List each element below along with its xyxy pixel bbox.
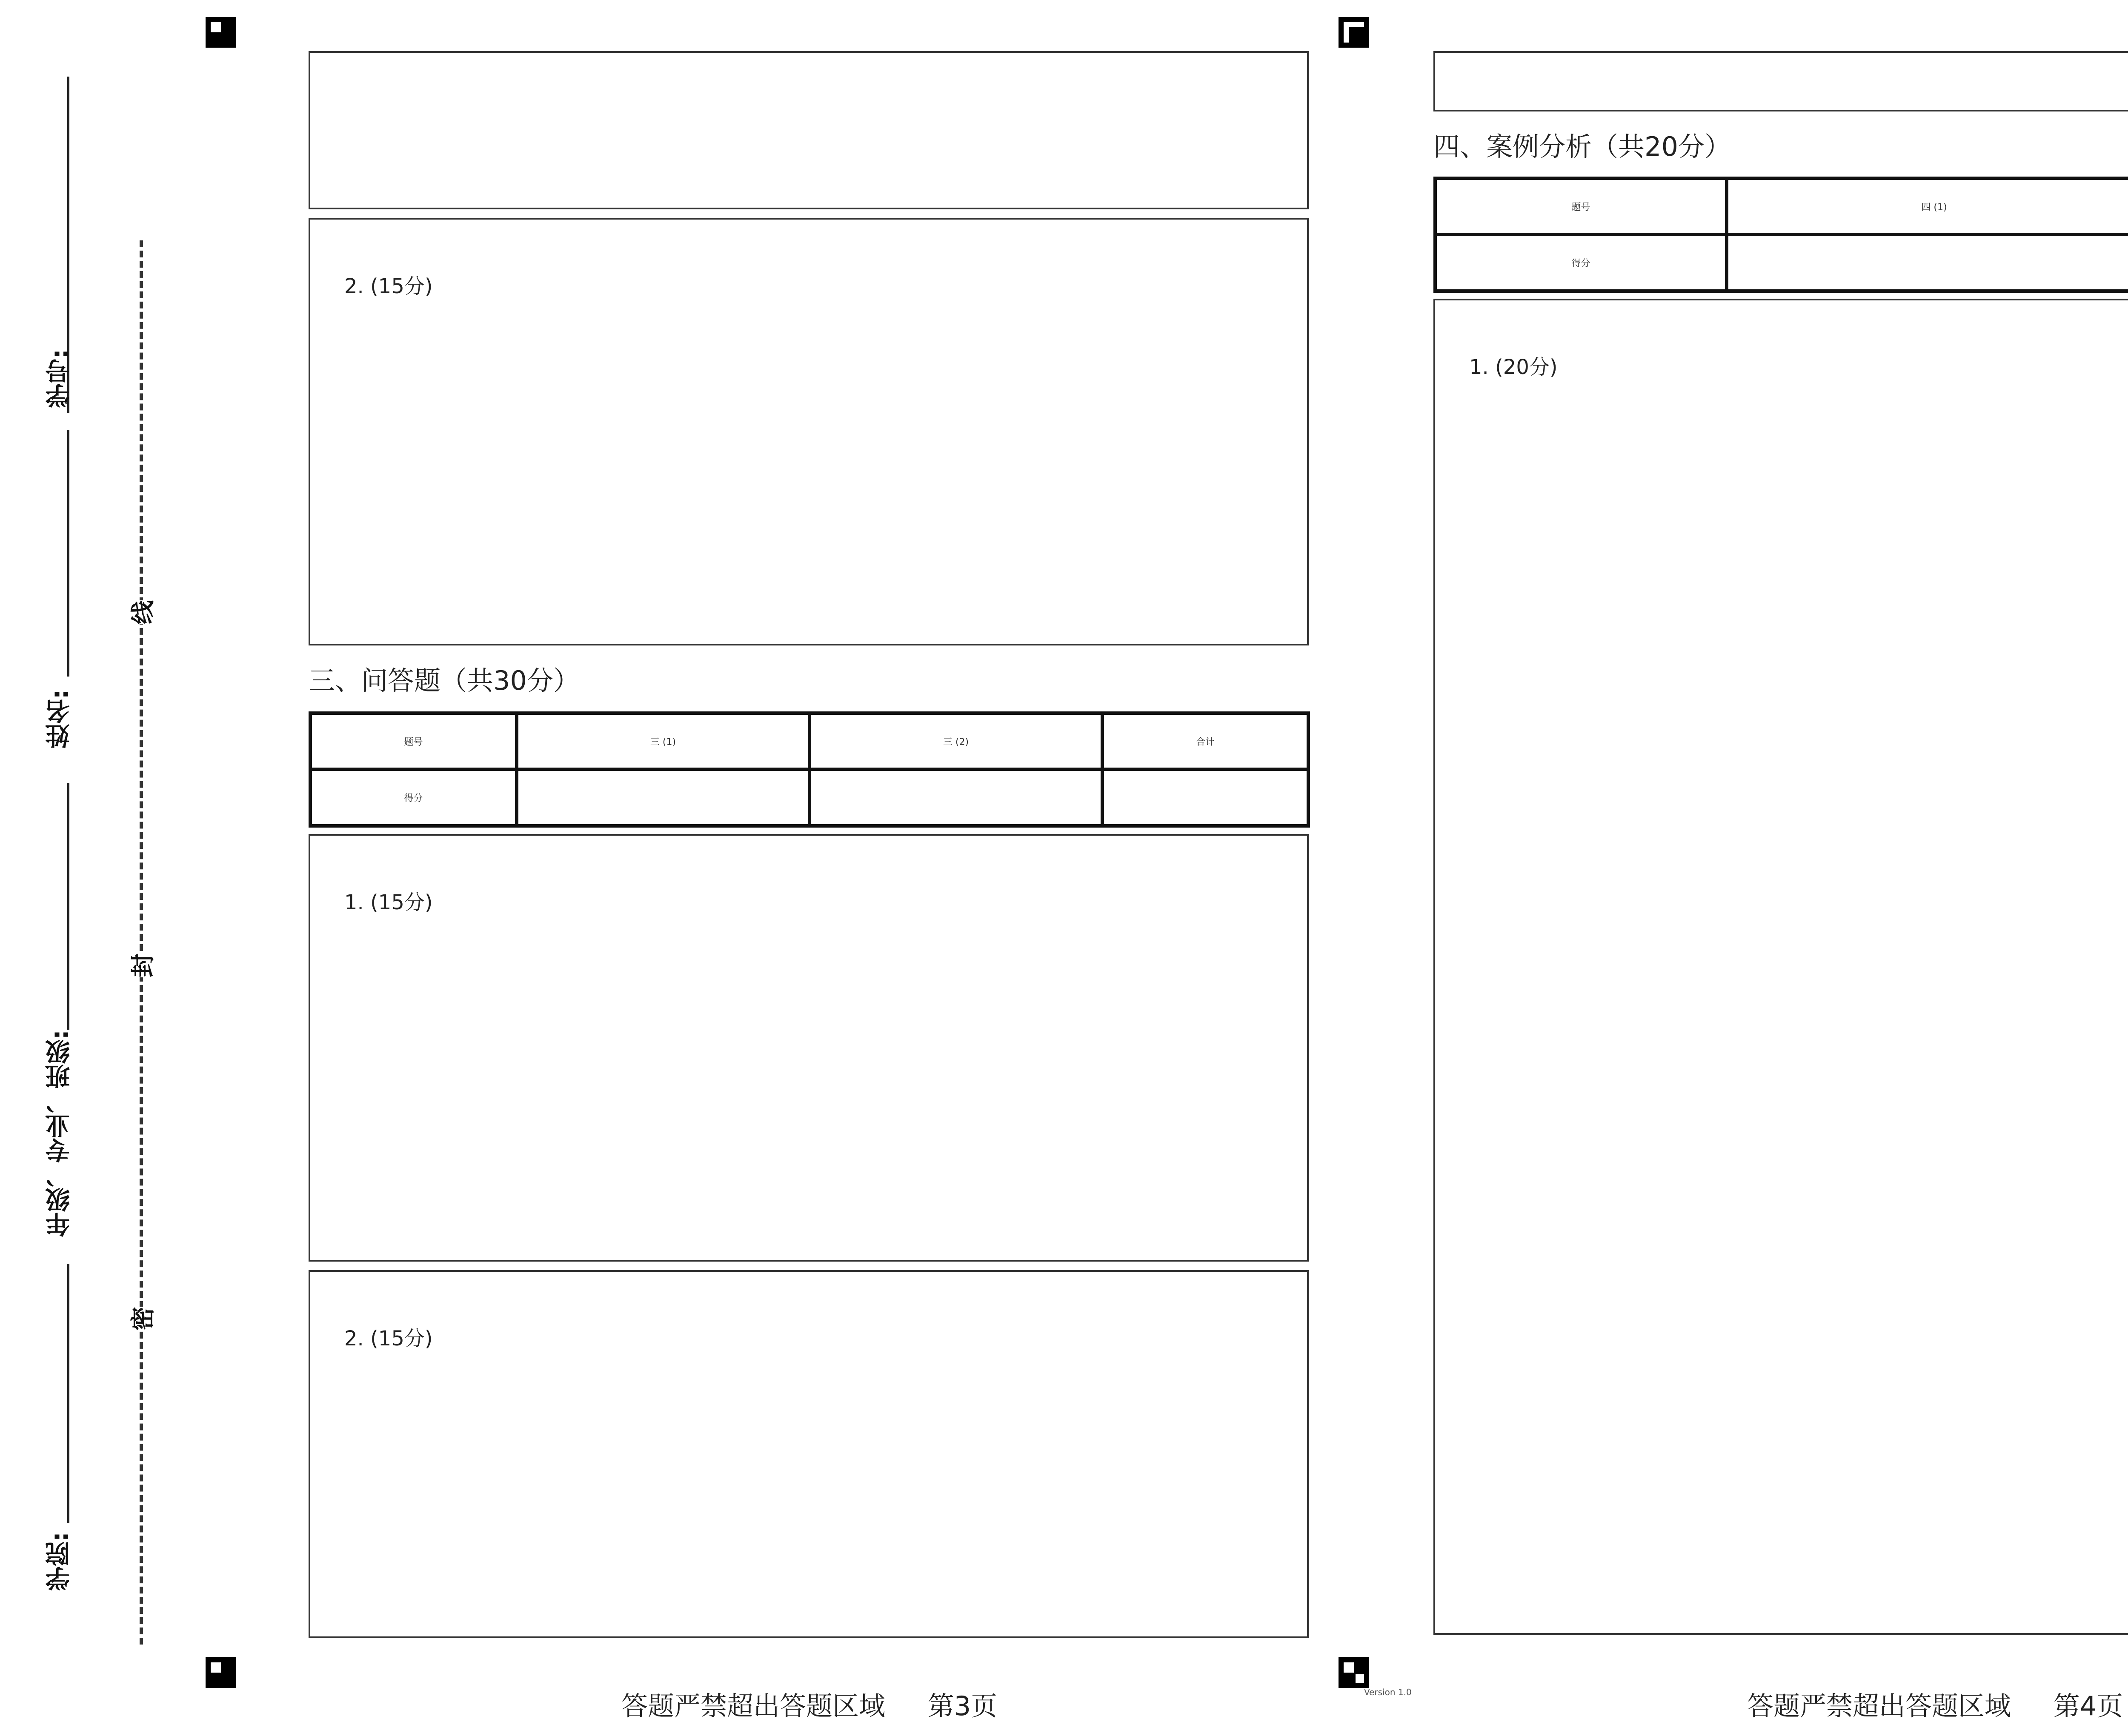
name-label: 姓名: bbox=[45, 689, 74, 749]
registration-marker-top-left bbox=[206, 17, 236, 48]
question-label: 2. (15分) bbox=[344, 274, 433, 298]
college-label: 学院: bbox=[45, 1532, 74, 1591]
college-line bbox=[67, 1264, 69, 1523]
answer-box-previous-question[interactable] bbox=[1433, 51, 2128, 111]
page-footer bbox=[621, 1685, 997, 1723]
footer-warning: 答题严禁超出答题区域 bbox=[621, 1690, 886, 1722]
score-table-header-cell: 三 (1) bbox=[517, 713, 809, 769]
score-input-cell[interactable] bbox=[1727, 234, 2128, 291]
score-table-header-cell: 题号 bbox=[1435, 178, 1727, 234]
score-table-section-4 bbox=[1433, 177, 2128, 293]
student-id-label: 学号: bbox=[45, 349, 74, 408]
answer-box-q2[interactable] bbox=[309, 1270, 1309, 1638]
footer-page-number: 第4页 bbox=[2053, 1690, 2123, 1722]
registration-marker-bottom-center bbox=[1339, 1657, 1369, 1688]
answer-box-q1[interactable] bbox=[309, 834, 1309, 1262]
page-footer bbox=[1747, 1685, 2123, 1723]
answer-box-previous-question[interactable] bbox=[309, 51, 1309, 209]
answer-box-q2-prev-section[interactable] bbox=[309, 218, 1309, 645]
score-table-header-cell: 四 (1) bbox=[1727, 178, 2128, 234]
seal-word-seal: 封 bbox=[123, 954, 160, 977]
question-label: 1. (20分) bbox=[1469, 355, 1558, 379]
score-input-cell[interactable] bbox=[809, 769, 1102, 826]
question-label: 2. (15分) bbox=[344, 1327, 433, 1351]
seal-dashed-line bbox=[140, 240, 143, 1645]
registration-marker-bottom-left bbox=[206, 1657, 236, 1688]
footer-page-number: 第3页 bbox=[927, 1690, 998, 1722]
seal-word-line: 线 bbox=[123, 600, 160, 624]
section-title-short-answer: 三、问答题（共30分） bbox=[309, 665, 580, 696]
score-row-label: 得分 bbox=[1435, 234, 1727, 291]
footer-warning: 答题严禁超出答题区域 bbox=[1747, 1690, 2011, 1722]
answer-box-case-q1[interactable] bbox=[1433, 299, 2128, 1635]
score-row-label: 得分 bbox=[310, 769, 517, 826]
score-input-cell[interactable] bbox=[1102, 769, 1308, 826]
score-table-header-cell: 题号 bbox=[310, 713, 517, 769]
score-input-cell[interactable] bbox=[517, 769, 809, 826]
section-title-case-analysis: 四、案例分析（共20分） bbox=[1433, 131, 1731, 162]
name-line bbox=[67, 430, 69, 677]
version-label: Version 1.0 bbox=[1364, 1687, 1412, 1697]
grade-major-class-label: 年级、专业、班级: bbox=[45, 1030, 74, 1237]
score-table-header-cell: 三 (2) bbox=[809, 713, 1102, 769]
score-table-section-3 bbox=[309, 711, 1310, 828]
registration-marker-top-center bbox=[1339, 17, 1369, 48]
seal-word-secret: 密 bbox=[123, 1307, 160, 1331]
score-table-header-cell: 合计 bbox=[1102, 713, 1308, 769]
grade-major-class-line bbox=[67, 783, 69, 1030]
question-label: 1. (15分) bbox=[344, 891, 433, 914]
